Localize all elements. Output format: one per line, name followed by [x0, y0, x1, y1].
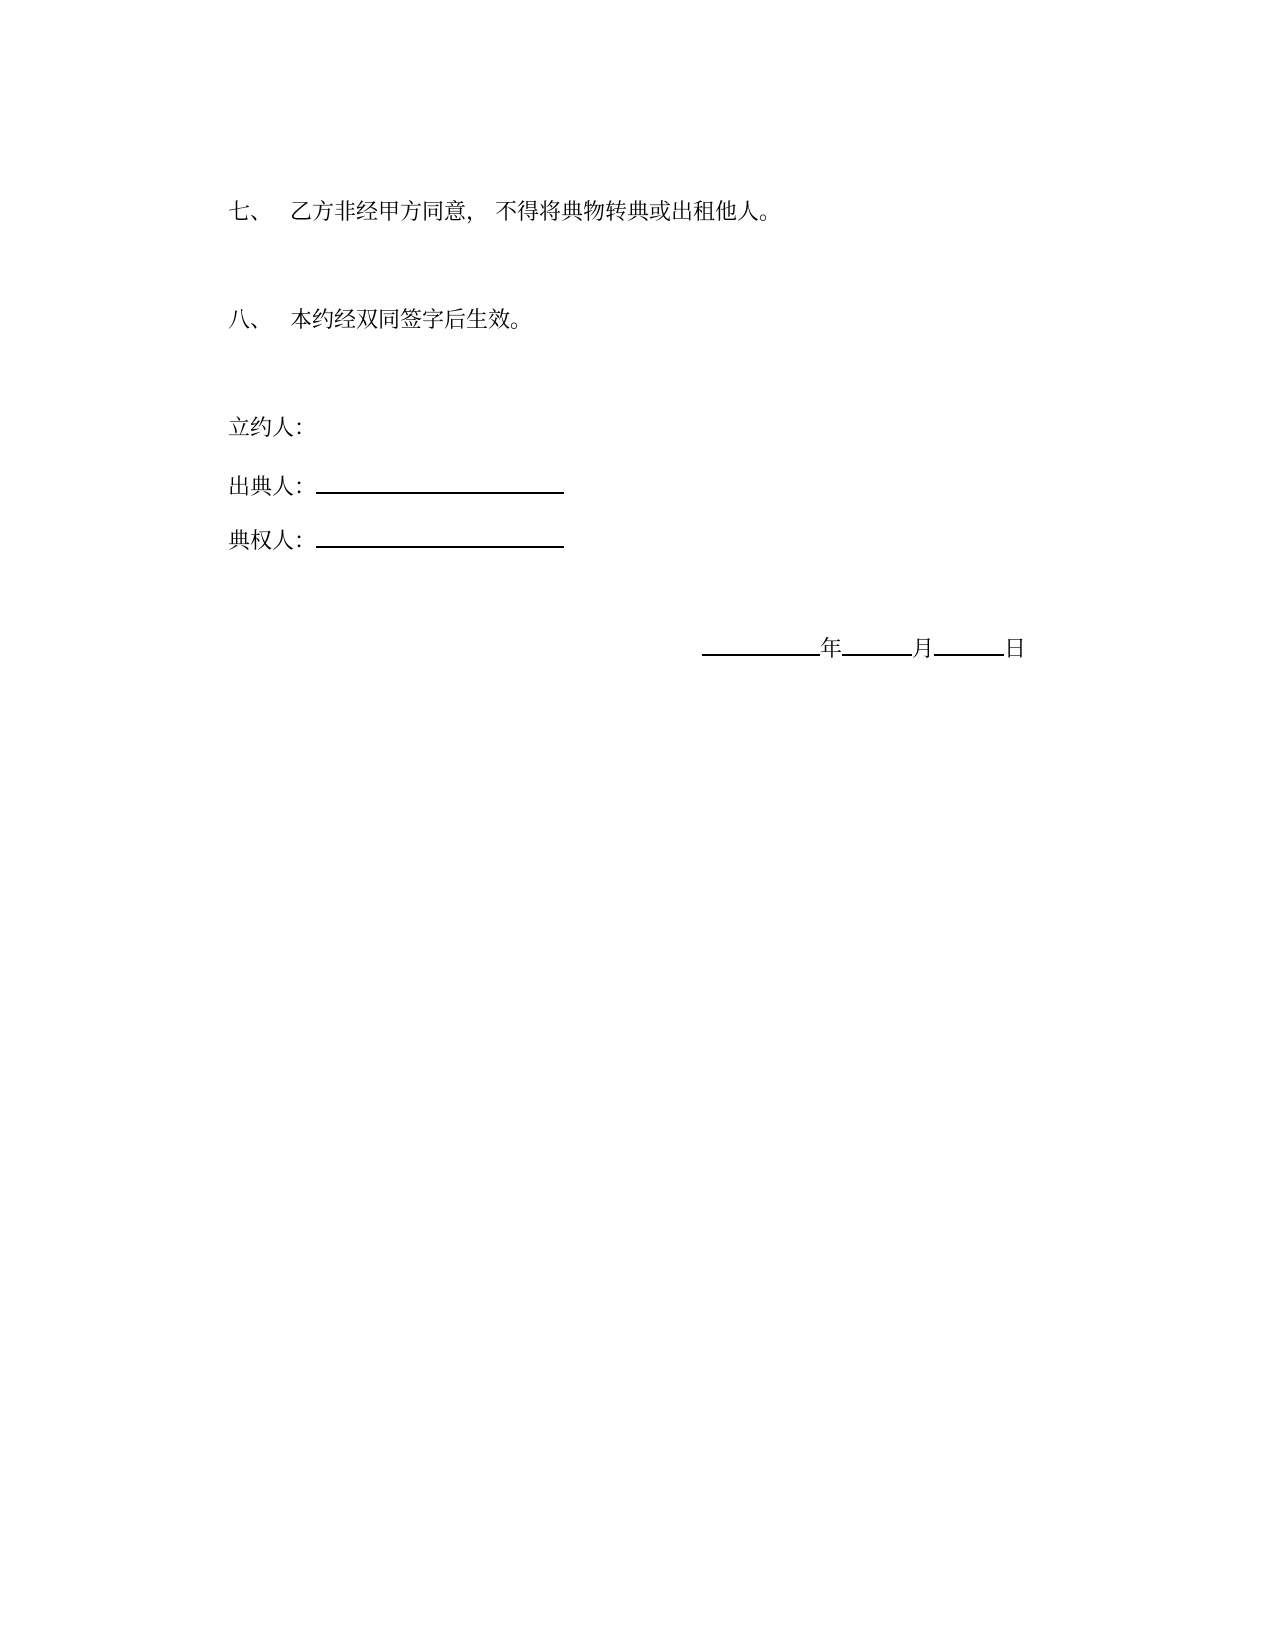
- day-blank: [934, 630, 1004, 656]
- pledgee-signature-row: [228, 522, 564, 557]
- pledgor-signature-blank: [316, 468, 564, 494]
- pledgee-signature-blank: [316, 522, 564, 548]
- signatories-heading: [228, 414, 316, 444]
- year-label: 年: [820, 637, 843, 662]
- month-blank: [842, 630, 912, 656]
- clause-7: [228, 198, 781, 228]
- signatories-label: 立约人：: [228, 416, 317, 441]
- clause-text: 乙方非经甲方同意， 不得将典物转典或出租他人。: [290, 200, 781, 225]
- pledgor-signature-row: [228, 468, 564, 503]
- clause-text: 本约经双同签字后生效。: [290, 308, 533, 333]
- year-blank: [702, 630, 820, 656]
- clause-number: 七、: [228, 200, 273, 225]
- clause-number: 八、: [228, 308, 273, 333]
- clause-8: [228, 306, 532, 336]
- day-label: 日: [1004, 637, 1027, 662]
- pledgee-label: 典权人：: [228, 529, 317, 554]
- month-label: 月: [912, 637, 935, 662]
- pledgor-label: 出典人：: [228, 475, 317, 500]
- date-row: [702, 630, 1026, 665]
